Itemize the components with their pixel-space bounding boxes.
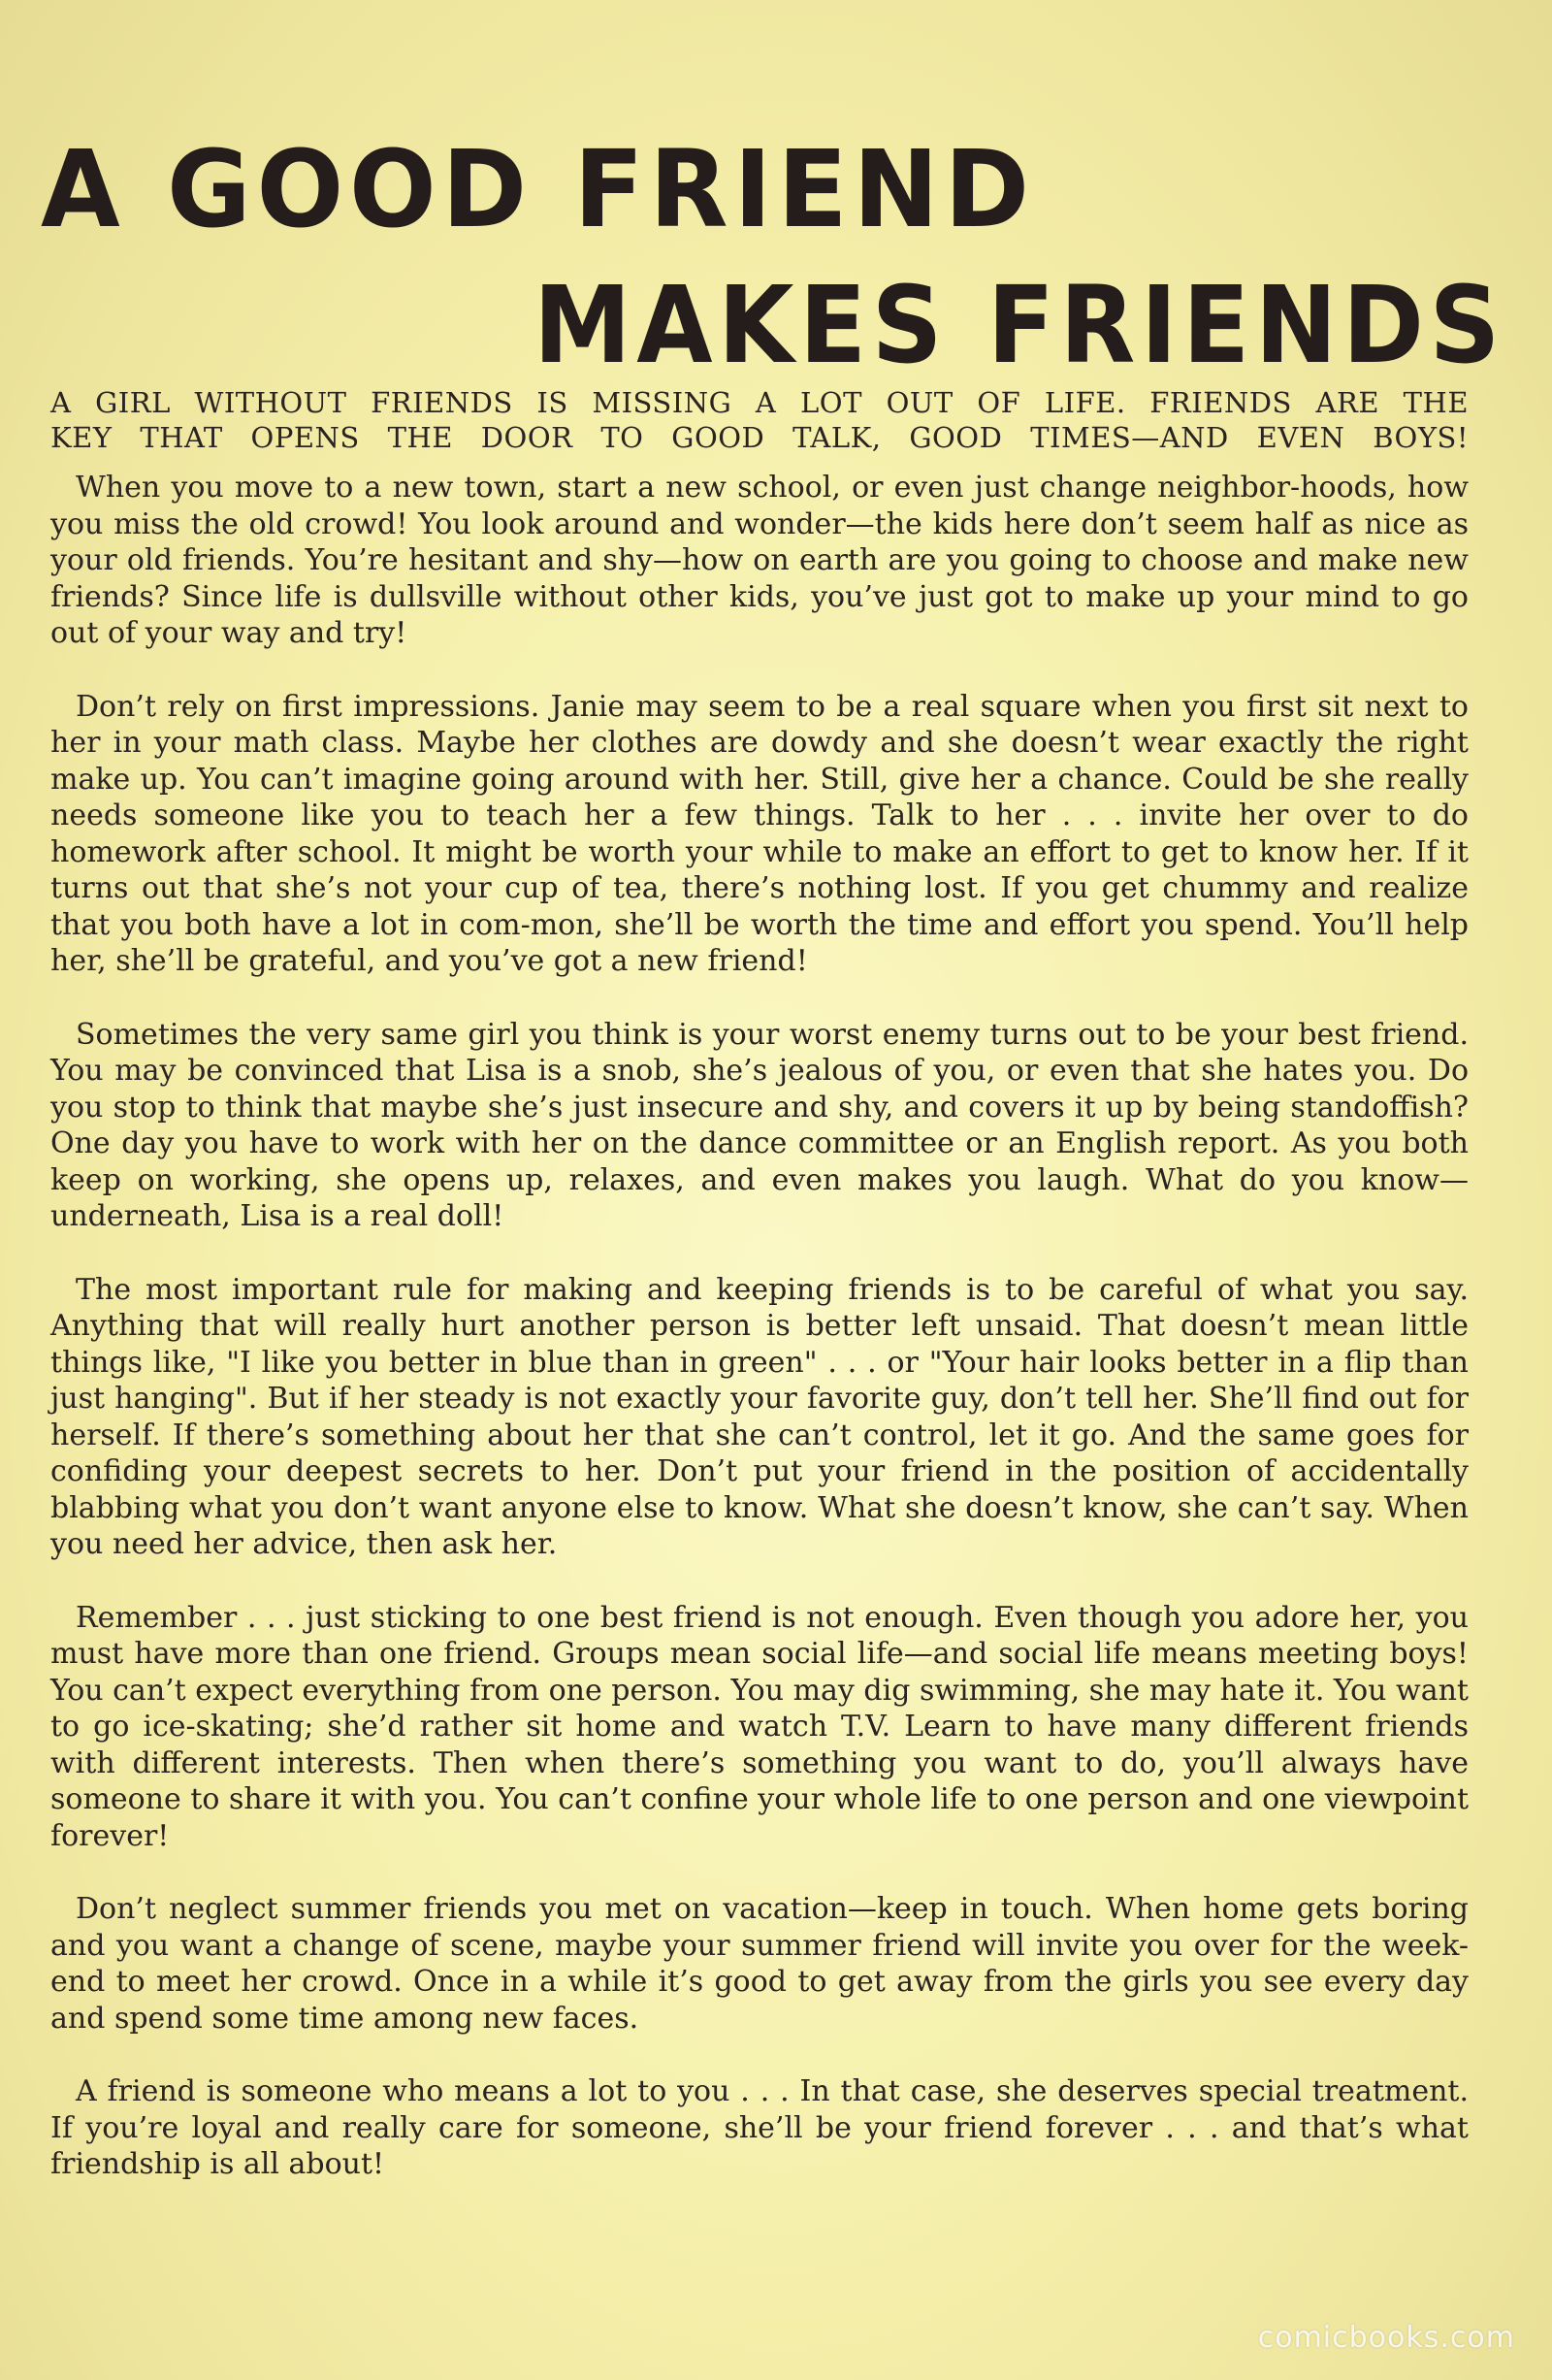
title-line-2: MAKES FRIENDS xyxy=(534,263,1505,387)
body-paragraph-7: A friend is someone who means a lot to you . . . In that case, she deserves special treatment. If you’re loyal and really care for someone, she’ll be your friend forever . . . and that’s what friendship is all about! xyxy=(50,2074,1469,2181)
body-paragraph-2: Don’t rely on first impressions. Janie may seem to be a real square when you first sit next to her in your math class. Maybe her clothes are dowdy and she doesn’t wear exactly the right make up. You can’t imagine going around with her. Still, give her a chance. Could be she really needs someone like you to teach her a few things. Talk to her . . . invite her over to do homework after school. It might be worth your while to make an effort to get to know her. If it turns out that she’s not your cup of tea, there’s nothing lost. If you get chummy and realize that you both have a lot in com-mon, she’ll be worth the time and effort you spend. You’ll help her, she’ll be grateful, and you’ve got a new friend! xyxy=(50,689,1469,978)
lead-line-2: KEY THAT OPENS THE DOOR TO GOOD TALK, GOOD TIMES—AND EVEN BOYS! xyxy=(50,421,1469,454)
lead-paragraph xyxy=(50,385,1469,455)
lead-line-1: A GIRL WITHOUT FRIENDS IS MISSING A LOT OUT OF LIFE. FRIENDS ARE THE xyxy=(50,386,1469,419)
body-paragraph-3: Sometimes the very same girl you think is your worst enemy turns out to be your best friend. You may be convinced that Lisa is a snob, she’s jealous of you, or even that she hates you. Do you stop to think that maybe she’s just insecure and shy, and covers it up by being standoffish? One day you have to work with her on the dance committee or an English report. As you both keep on working, she opens up, relaxes, and even makes you laugh. What do you know—underneath, Lisa is a real doll! xyxy=(50,1017,1469,1233)
body-paragraph-1: When you move to a new town, start a new school, or even just change neighbor-hoods, how you miss the old crowd! You look around and wonder—the kids here don’t seem half as nice as your old friends. You’re hesitant and shy—how on earth are you going to choose and make new friends? Since life is dullsville without other kids, you’ve just got to make up your mind to go out of your way and try! xyxy=(50,471,1469,650)
body-paragraph-4: The most important rule for making and keeping friends is to be careful of what you say. Anything that will really hurt another person is better left unsaid. That doesn’t mean little things like, "I like you better in blue than in green" . . . or "Your hair looks better in a flip than just hanging". But if her steady is not exactly your favorite guy, don’t tell her. She’ll find out for herself. If there’s something about her that she can’t control, let it go. And the same goes for confiding your deepest secrets to her. Don’t put your friend in the position of accidentally blabbing what you don’t want anyone else to know. What she doesn’t know, she can’t say. When you need her advice, then ask her. xyxy=(50,1272,1469,1561)
body-paragraph-6: Don’t neglect summer friends you met on vacation—keep in touch. When home gets boring and you want a change of scene, maybe your summer friend will invite you over for the week-end to meet her crowd. Once in a while it’s good to get away from the girls you see every day and spend some time among new faces. xyxy=(50,1892,1469,2036)
article-body xyxy=(50,470,1469,2220)
source-watermark: comicbooks.com xyxy=(1257,2321,1515,2355)
body-paragraph-5: Remember . . . just sticking to one best friend is not enough. Even though you adore her, you must have more than one friend. Groups mean social life—and social life means meeting boys! You can’t expect everything from one person. You may dig swimming, she may hate it. You want to go ice-skating; she’d rather sit home and watch T.V. Learn to have many different friends with different interests. Then when there’s something you want to do, you’ll always have someone to share it with you. You can’t confine your whole life to one person and one viewpoint forever! xyxy=(50,1600,1469,1853)
title-line-1: A GOOD FRIEND xyxy=(41,127,1035,251)
article-title xyxy=(41,126,1505,387)
